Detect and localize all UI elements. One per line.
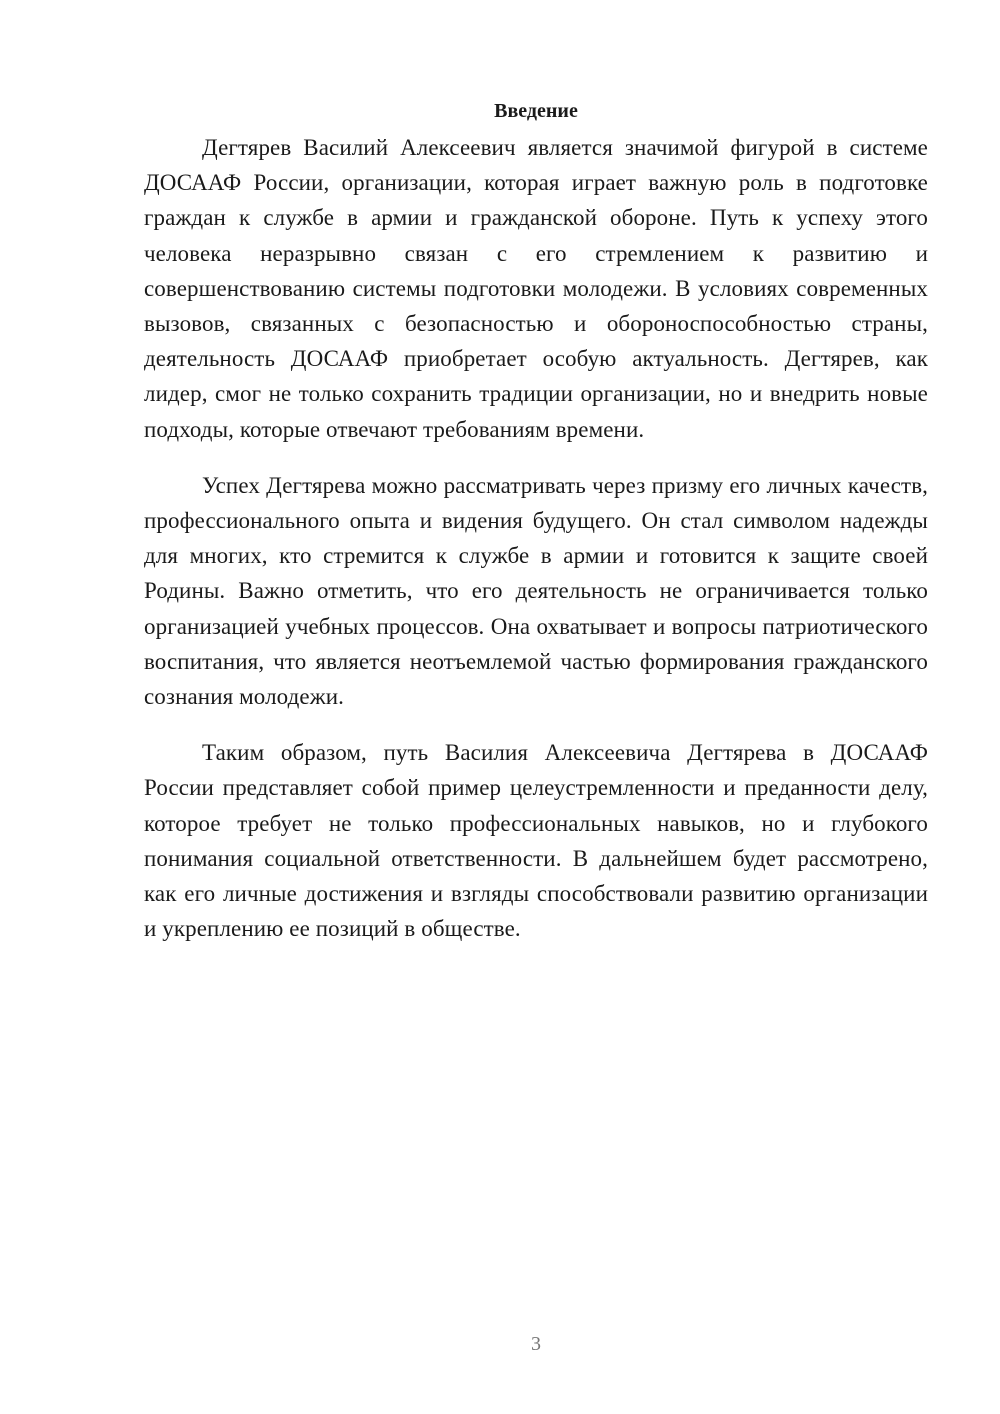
page-number: 3 <box>531 1333 541 1355</box>
page-content <box>144 96 928 967</box>
section-title: Введение <box>494 100 578 122</box>
paragraph-1: Дегтярев Василий Алексеевич является значимой фигурой в системе ДОСААФ России, организации, которая играет важную роль в подготовке граждан к службе в армии и гражданской обороне. Путь к успеху этого человека неразрывно связан с его стремлением к развитию и совершенствованию системы подготовки молодежи. В условиях современных вызовов, связанных с безопасностью и обороноспособностью страны, деятельность ДОСААФ приобретает особую актуальность. Дегтярев, как лидер, смог не только сохранить традиции организации, но и внедрить новые подходы, которые отвечают требованиям времени. <box>144 135 928 442</box>
paragraph-3: Таким образом, путь Василия Алексеевича Дегтярева в ДОСААФ России представляет собой пример целеустремленности и преданности делу, которое требует не только профессиональных навыков, но и глубокого понимания социальной ответственности. В дальнейшем будет рассмотрено, как его личные достижения и взгляды способствовали развитию организации и укреплению ее позиций в обществе. <box>144 740 928 942</box>
paragraph-2: Успех Дегтярева можно рассматривать через призму его личных качеств, профессионального опыта и видения будущего. Он стал символом надежды для многих, кто стремится к службе в армии и готовится к защите своей Родины. Важно отметить, что его деятельность не ограничивается только организацией учебных процессов. Она охватывает и вопросы патриотического воспитания, что является неотъемлемой частью формирования гражданского сознания молодежи. <box>144 472 928 710</box>
